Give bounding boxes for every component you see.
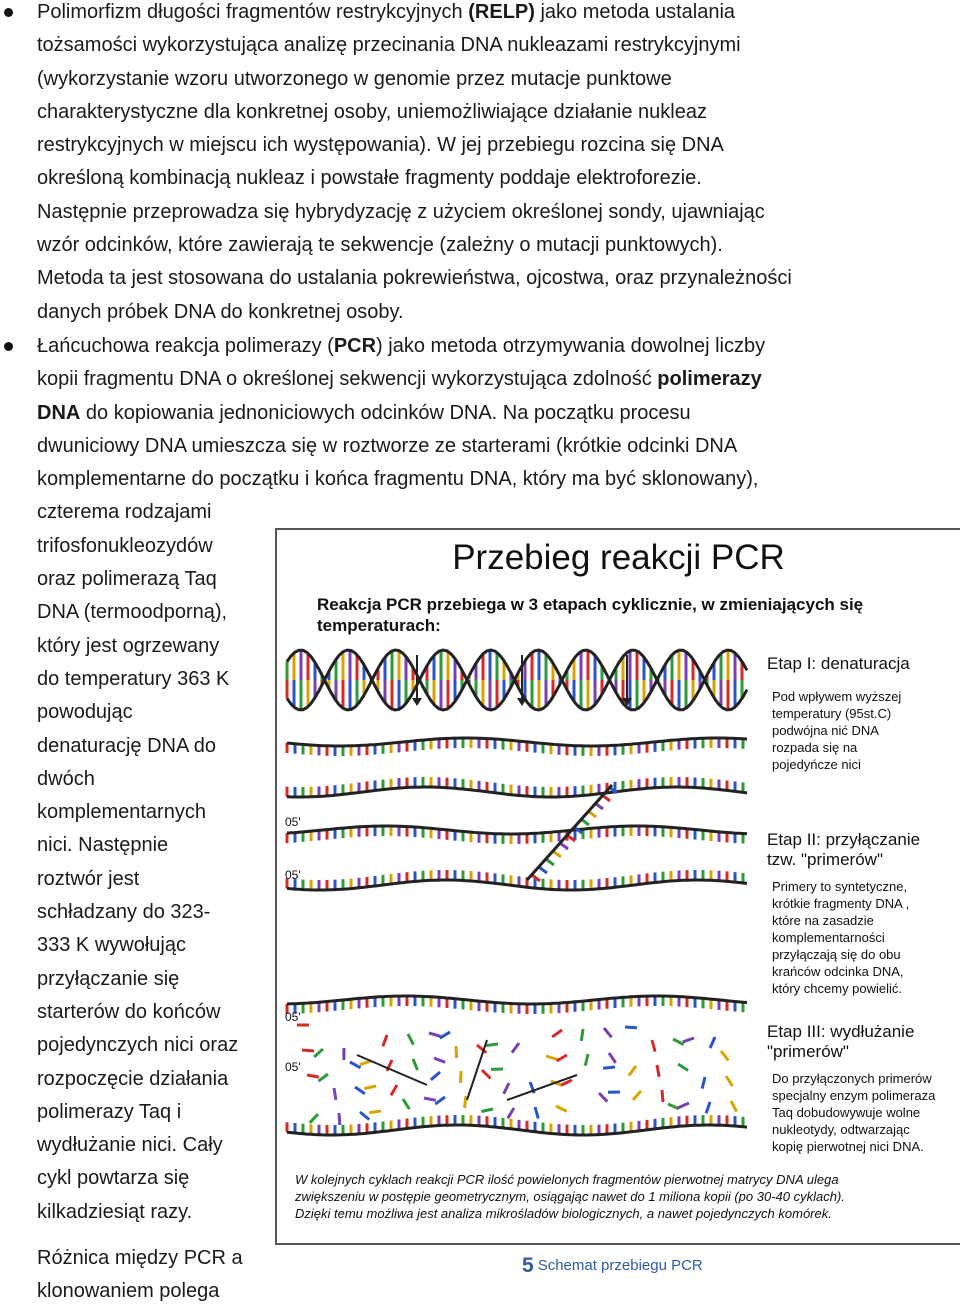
free-nucleotide <box>408 1034 413 1045</box>
text-line: Różnica między PCR a <box>37 1242 243 1275</box>
free-nucleotide <box>678 1103 689 1108</box>
text-line: rozpoczęcie działania <box>37 1063 947 1096</box>
stage3-title: Etap III: wydłużanie "primerów" <box>767 1022 914 1062</box>
paragraph-pcr-vs-cloning <box>37 1242 243 1309</box>
free-nucleotide <box>603 1067 615 1068</box>
free-nucleotide <box>625 1027 637 1028</box>
text-line: Polimorfizm długości fragmentów restrykcyjnych (RELP) jako metoda ustalania <box>37 0 937 29</box>
free-nucleotide <box>512 1043 519 1053</box>
free-nucleotide <box>318 1074 328 1081</box>
text-line: nici. Następnie <box>37 829 947 862</box>
free-nucleotide <box>364 1086 376 1089</box>
free-nucleotide <box>435 1097 445 1104</box>
free-nucleotide <box>599 1093 607 1102</box>
free-nucleotide <box>465 1096 467 1108</box>
figure-caption: 5 Schemat przebiegu PCR <box>522 1254 703 1278</box>
text-line: DNA (termoodporną), <box>37 596 947 629</box>
free-nucleotide <box>557 1055 567 1061</box>
primer-base <box>539 867 547 873</box>
text-line: kilkadziesiąt razy. <box>37 1196 947 1229</box>
free-nucleotide <box>657 1065 659 1077</box>
free-nucleotide <box>702 1077 705 1089</box>
text-line: komplementarne do początku i końca fragmentu DNA, który ma być sklonowany), <box>37 463 947 496</box>
text-line: trifosfonukleozydów <box>37 530 947 563</box>
free-nucleotide <box>383 1035 387 1046</box>
text-line: dwóch <box>37 763 947 796</box>
free-nucleotide <box>581 1029 583 1041</box>
free-nucleotide <box>546 1056 558 1060</box>
bullet-pcr <box>4 342 13 351</box>
primer-base <box>546 859 554 865</box>
paragraph-relp <box>37 0 937 329</box>
text-line: wzór odcinków, które zawierają te sekwencje (zależny o mutacji punktowych). <box>37 229 937 262</box>
free-nucleotide <box>391 1085 397 1095</box>
free-nucleotide <box>369 1111 381 1113</box>
free-nucleotide <box>673 1039 684 1045</box>
free-nucleotide <box>678 1064 688 1071</box>
strand-end-label: 05' <box>285 815 301 829</box>
strand-end-label: 05' <box>285 1060 301 1074</box>
text-line: schładzany do 323- <box>37 896 947 929</box>
text-line: komplementarnych <box>37 796 947 829</box>
free-nucleotide <box>481 1109 493 1112</box>
text-line: tożsamości wykorzystująca analizę przecinania DNA nukleazami restrykcyjnymi <box>37 29 937 62</box>
free-nucleotide <box>633 1091 641 1100</box>
text-line: charakterystyczne dla konkretnej osoby, uniemożliwiające działanie nukleaz <box>37 96 937 129</box>
text-line: przyłączanie się <box>37 963 947 996</box>
stage1-title: Etap I: denaturacja <box>767 654 910 674</box>
text-line: oraz polimerazą Taq <box>37 563 947 596</box>
free-nucleotide <box>726 1076 733 1086</box>
text-line: cykl powtarza się <box>37 1162 947 1195</box>
text-line: powodując <box>37 696 947 729</box>
free-nucleotide <box>413 1059 418 1070</box>
single-strand <box>287 1125 747 1135</box>
free-nucleotide <box>585 1054 588 1066</box>
text-line: (wykorzystanie wzoru utworzonego w genomie przez mutacje punktowe <box>37 63 937 96</box>
free-nucleotide <box>504 1083 509 1094</box>
text-line: kopii fragmentu DNA o określonej sekwencji wykorzystująca zdolność polimerazy <box>37 363 947 396</box>
free-nucleotide <box>307 1075 319 1077</box>
stage2-title: Etap II: przyłączanie tzw. "primerów" <box>767 830 920 870</box>
strand-end-label: 05' <box>285 1010 301 1024</box>
text-line: restrykcyjnych w miejscu ich występowania). W jej przebiegu rozcina się DNA <box>37 129 937 162</box>
free-nucleotide <box>731 1101 737 1112</box>
free-nucleotide <box>683 1038 694 1042</box>
free-nucleotide <box>440 1032 450 1038</box>
stage2-description: Primery to syntetyczne, krótkie fragmenty DNA , które na zasadzie komplementarności przyłączają się do obu krańców odcinka DNA, który chcemy powielić. <box>772 878 909 997</box>
free-nucleotide <box>360 1061 371 1065</box>
free-nucleotide <box>710 1037 715 1048</box>
free-nucleotide <box>314 1049 323 1057</box>
arrow <box>507 1075 577 1100</box>
free-nucleotide <box>508 1108 514 1118</box>
free-nucleotide <box>486 1044 498 1046</box>
free-nucleotide <box>434 1058 445 1062</box>
free-nucleotide <box>721 1051 728 1061</box>
free-nucleotide <box>350 1062 361 1068</box>
free-nucleotide <box>662 1090 663 1102</box>
figure-title: Przebieg reakcji PCR <box>277 538 960 578</box>
free-nucleotide <box>302 1050 314 1051</box>
free-nucleotide <box>456 1046 457 1058</box>
free-nucleotide <box>552 1030 562 1037</box>
free-nucleotide <box>706 1102 710 1113</box>
text-line: wydłużanie nici. Cały <box>37 1129 947 1162</box>
single-strand <box>287 787 747 797</box>
free-nucleotide <box>629 1066 636 1076</box>
text-line: 333 K wywołując <box>37 929 947 962</box>
bullet-relp <box>4 8 13 17</box>
free-nucleotide <box>668 1104 679 1109</box>
free-nucleotide <box>355 1087 365 1094</box>
text-line: klonowaniem polega <box>37 1275 243 1308</box>
stage3-description: Do przyłączonych primerów specjalny enzym polimeraza Taq dobudowywuje wolne nukleotydy, odtwarzając kopię pierwotnej nici DNA. <box>772 1070 935 1155</box>
strand-end-label: 05' <box>285 868 301 882</box>
free-nucleotide <box>609 1053 616 1063</box>
text-line: denaturację DNA do <box>37 730 947 763</box>
free-nucleotide <box>310 1114 318 1123</box>
text-line: do temperatury 363 K <box>37 663 947 696</box>
free-nucleotide <box>403 1099 409 1109</box>
text-line: polimerazy Taq i <box>37 1096 947 1129</box>
free-nucleotide <box>431 1072 440 1080</box>
text-line: Łańcuchowa reakcja polimerazy (PCR) jako metoda otrzymywania dowolnej liczby <box>37 330 947 363</box>
free-nucleotide <box>334 1088 336 1100</box>
text-line: dwuniciowy DNA umieszcza się w roztworze ze starterami (krótkie odcinki DNA <box>37 430 947 463</box>
text-line: Następnie przeprowadza się hybrydyzację z użyciem określonej sondy, ujawniając <box>37 196 937 229</box>
text-line: określoną kombinacją nukleaz i powstałe fragmenty poddaje elektroforezie. <box>37 162 937 195</box>
text-line: pojedynczych nici oraz <box>37 1029 947 1062</box>
single-strand <box>287 880 747 890</box>
free-nucleotide <box>339 1113 340 1125</box>
text-line: Metoda ta jest stosowana do ustalania pokrewieństwa, ojcostwa, oraz przynależności <box>37 262 937 295</box>
text-line: czterema rodzajami <box>37 496 947 529</box>
figure-note: W kolejnych cyklach reakcji PCR ilość powielonych fragmentów pierwotnej matrycy DNA ulega zwiększeniu w postępie geometrycznym, osiągając nawet do 1 miliona kopii (po 30-40 cyklach). Dzięki temu możliwa jest analiza mikrośladów biologicznych, a nawet pojedynczych komórek. <box>295 1171 935 1222</box>
text-line: starterów do końców <box>37 996 947 1029</box>
stage1-description: Pod wpływem wyższej temperatury (95st.C) podwójna nić DNA rozpada się na pojedyńcze nici <box>772 688 901 773</box>
free-nucleotide <box>429 1033 441 1036</box>
text-line: DNA do kopiowania jednoniciowych odcinków DNA. Na początku procesu <box>37 397 947 430</box>
primer-base <box>553 851 561 857</box>
pcr-diagram <box>275 528 960 1245</box>
arrow <box>412 698 422 706</box>
free-nucleotide <box>604 1028 612 1037</box>
text-line: danych próbek DNA do konkretnej osoby. <box>37 296 937 329</box>
free-nucleotide <box>482 1070 491 1079</box>
free-nucleotide <box>360 1112 369 1120</box>
free-nucleotide <box>535 1107 538 1119</box>
free-nucleotide <box>424 1098 436 1100</box>
figure-subtitle: Reakcja PCR przebiega w 3 etapach cyklicznie, w zmieniających się temperaturach: <box>317 594 937 636</box>
text-line: który jest ogrzewany <box>37 630 947 663</box>
free-nucleotide <box>556 1106 567 1111</box>
text-line: roztwór jest <box>37 863 947 896</box>
free-nucleotide <box>652 1040 655 1052</box>
